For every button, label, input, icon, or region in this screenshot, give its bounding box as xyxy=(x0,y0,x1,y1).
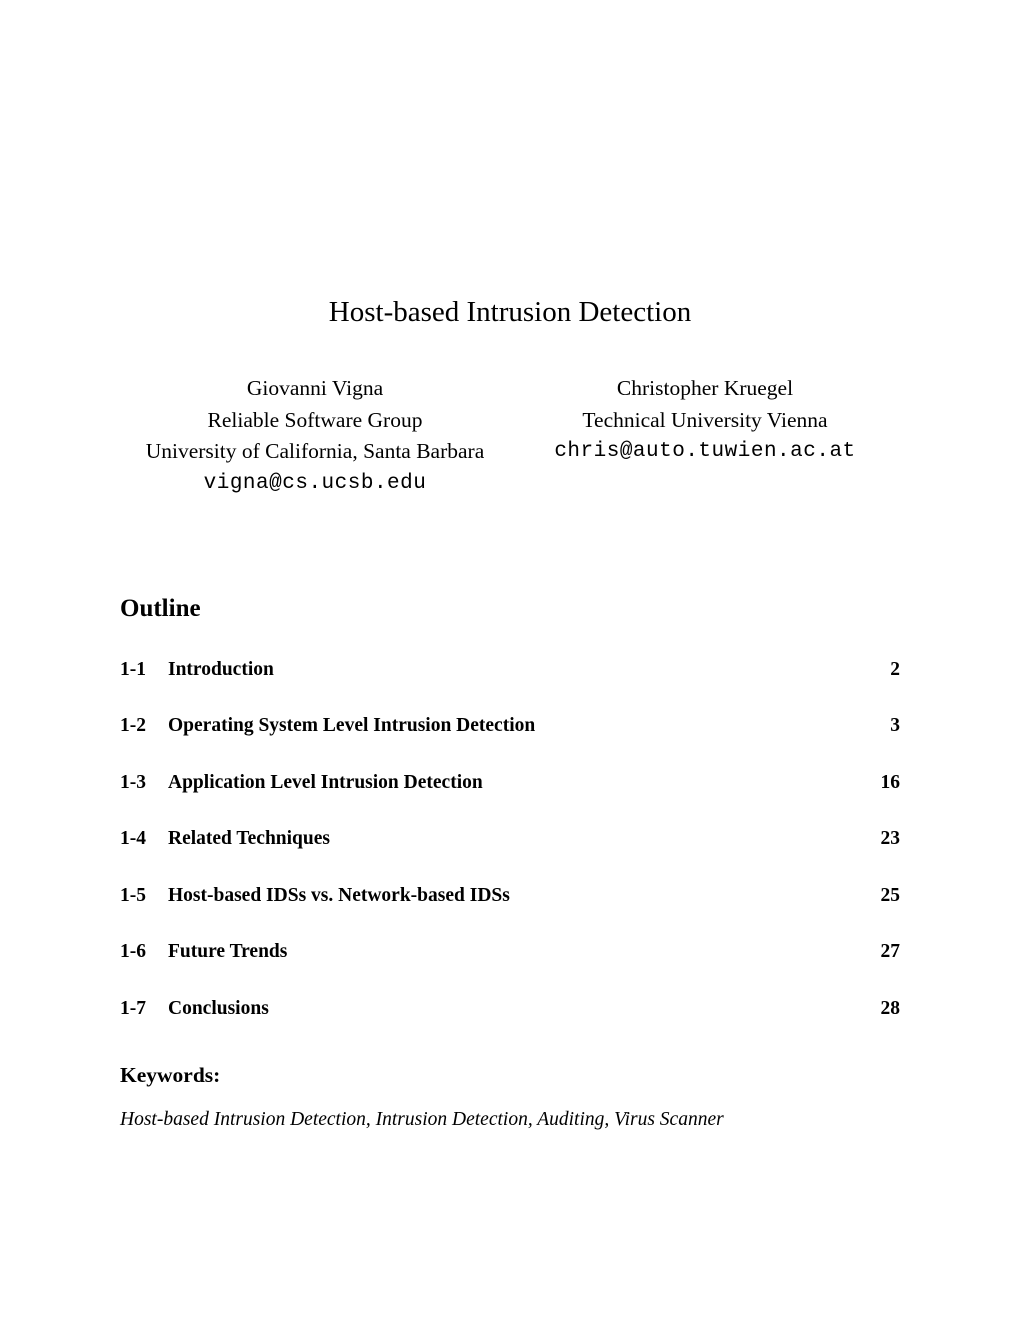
outline-item xyxy=(120,715,900,737)
outline-item-label: Related Techniques xyxy=(168,828,330,850)
author-affiliation: Reliable Software Group xyxy=(207,407,423,432)
outline-item xyxy=(120,941,900,963)
outline-item-number: 1-3 xyxy=(120,771,146,793)
outline-item-label: Application Level Intrusion Detection xyxy=(168,771,483,793)
outline-item-page: 2 xyxy=(890,658,900,680)
outline-item-number: 1-5 xyxy=(120,884,146,906)
outline-item-page: 25 xyxy=(880,884,900,906)
outline-item-number: 1-4 xyxy=(120,828,146,850)
author-affiliation: University of California, Santa Barbara xyxy=(145,439,485,464)
outline-item xyxy=(120,885,900,907)
outline-item-number: 1-6 xyxy=(120,941,146,963)
outline-item xyxy=(120,772,900,794)
outline-item-label: Conclusions xyxy=(168,997,269,1019)
outline-item-label: Host-based IDSs vs. Network-based IDSs xyxy=(168,884,510,906)
outline-item-number: 1-7 xyxy=(120,997,146,1019)
outline-item-number: 1-2 xyxy=(120,715,146,737)
outline-item-page: 28 xyxy=(880,997,900,1019)
paper-title: Host-based Intrusion Detection xyxy=(328,296,692,328)
outline-item-label: Future Trends xyxy=(168,941,288,963)
author-name: Giovanni Vigna xyxy=(246,376,384,401)
outline-item xyxy=(120,998,900,1020)
keywords-text: Host-based Intrusion Detection, Intrusion Detection, Auditing, Virus Scanner xyxy=(120,1109,724,1131)
outline-item-number: 1-1 xyxy=(120,658,146,680)
outline-item-page: 16 xyxy=(880,771,900,793)
author-block xyxy=(120,373,900,499)
author-email: vigna@cs.ucsb.edu xyxy=(203,471,427,495)
outline-item-label: Operating System Level Intrusion Detection xyxy=(168,715,536,737)
outline-item xyxy=(120,828,900,850)
author-email: chris@auto.tuwien.ac.at xyxy=(554,440,856,464)
outline-item-page: 23 xyxy=(880,828,900,850)
outline-list xyxy=(120,659,900,1020)
outline-item-page: 27 xyxy=(880,941,900,963)
outline-heading: Outline xyxy=(120,595,201,623)
outline-item-label: Introduction xyxy=(168,658,274,680)
outline-item-page: 3 xyxy=(890,715,900,737)
author-name: Christopher Kruegel xyxy=(616,376,794,401)
author-right xyxy=(510,373,900,499)
outline-item xyxy=(120,659,900,681)
author-affiliation: Technical University Vienna xyxy=(582,407,828,432)
keywords-heading: Keywords: xyxy=(120,1062,221,1087)
author-left xyxy=(120,373,510,499)
